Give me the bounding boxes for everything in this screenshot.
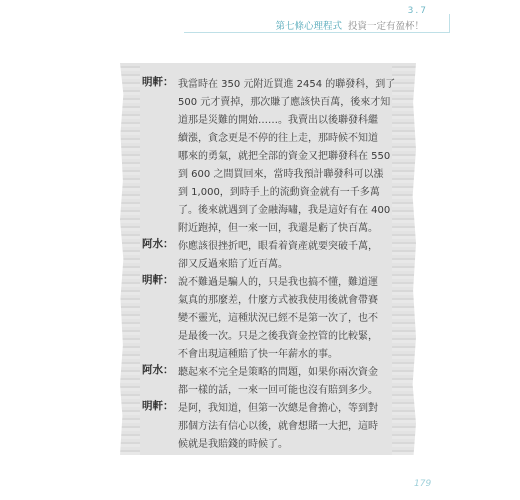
speaker-label: 明軒： [142,76,174,88]
dialogue-line: 是最後一次。只是之後我資金控管的比較緊， [178,331,378,342]
page-header [0,0,520,40]
dialogue-line: 附近跑掉，但一來一回，我還是虧了快百萬。 [178,223,378,234]
chapter-title: 第七條心理程式 [275,21,342,32]
speaker-label: 阿水： [142,238,174,250]
header-rule [184,32,434,33]
dialogue-line: 你應該很挫折吧，眼看着資產就要突破千萬， [178,241,378,252]
dialogue-line: 變不靈光，這種狀況已經不是第一次了，也不 [178,313,378,324]
dialogue-line: 聽起來不完全是策略的問題，如果你兩次資金 [178,367,378,378]
dialogue-line: 到 600 之間買回來，當時我預計聯發科可以漲 [178,169,384,180]
dialogue-line: 候就是我賠錢的時候了。 [178,439,288,450]
page-number: 179 [414,479,432,489]
chapter-heading [275,18,424,32]
dialogue-line: 到 1,000，到時手上的流動資金就有一千多萬 [178,187,380,198]
speaker-label: 明軒： [142,400,174,412]
dialogue-line: 都一樣的話，一來一回可能也沒有賠到多少。 [178,385,378,396]
torn-paper-right-edge [392,63,416,455]
dialogue-line: 那個方法有信心以後，就會想賭一大把，這時 [178,421,378,432]
chapter-subtitle: 投資一定有盈杯！ [347,21,424,32]
dialogue-line: 500 元才賣掉，那次賺了應該快百萬，後來才知 [178,97,391,108]
speaker-label: 明軒： [142,274,174,286]
dialogue-line: 道那是災難的開始……。我賣出以後聯發科繼 [178,115,378,126]
dialogue-line: 卻又反過來賠了近百萬。 [178,259,288,270]
dialogue-line: 不會出現這種賠了快一年薪水的事。 [178,349,338,360]
dialogue-line: 我當時在 350 元附近買進 2454 的聯發科，到了 [178,79,396,90]
dialogue-line: 說不難過是騙人的，只是我也搞不懂，難道運 [178,277,378,288]
dialogue-line: 氣真的那麼差，什麼方式被我使用後就會帶賽 [178,295,378,306]
dialogue-line: 是阿，我知道，但第一次總是會擔心，等到對 [178,403,378,414]
dialogue-line: 哪來的勇氣，就把全部的資金又把聯發科在 550 [178,151,391,162]
speaker-label: 阿水： [142,364,174,376]
dialogue-line: 續漲，貪念更是不停的往上走，那時候不知道 [178,133,378,144]
dialogue-line: 了。後來就遇到了金融海嘯，我是這好有在 400 [178,205,391,216]
header-rule-corner [429,14,450,33]
chapter-number: 3.7 [407,6,428,16]
